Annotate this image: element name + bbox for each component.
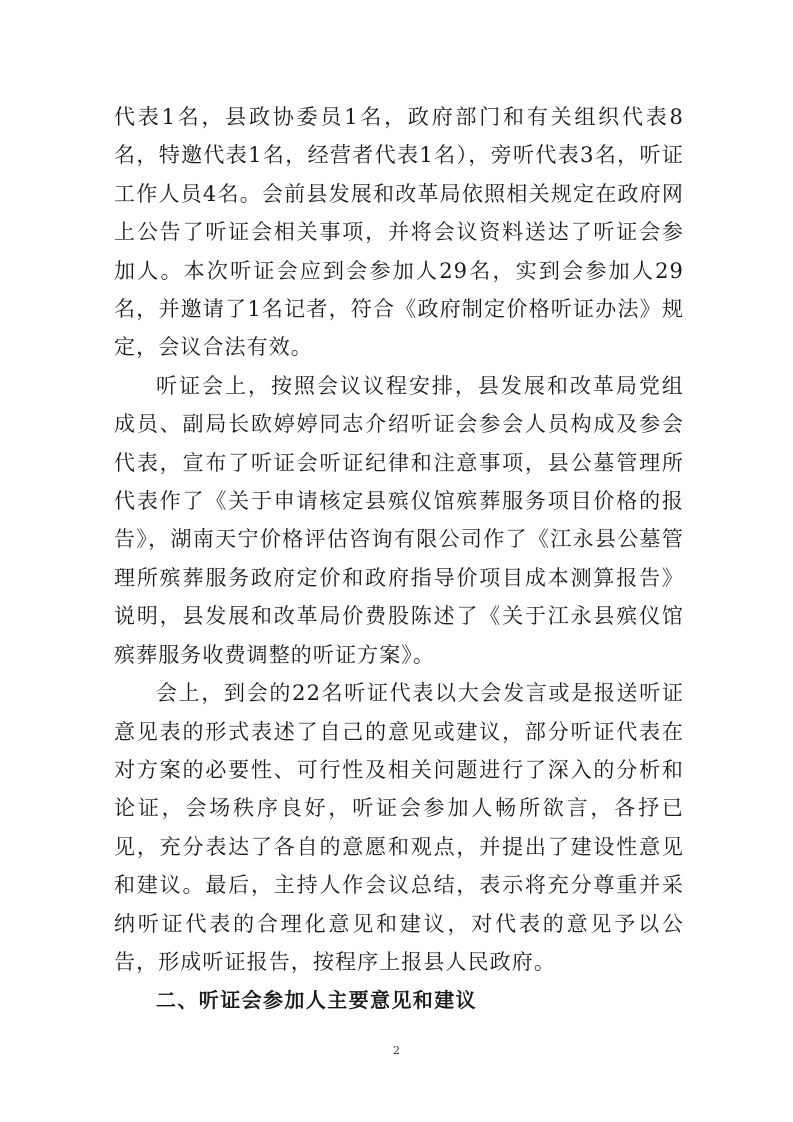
paragraph-hearing-proceedings: 听证会上，按照会议议程安排，县发展和改革局党组成员、副局长欧婷婷同志介绍听证会参会人员构成及参会代表，宣布了听证会听证纪律和注意事项，县公墓管理所代表作了《关于申请核定县殡仪馆殡葬服务项目价格的报告》，湖南天宁价格评估咨询有限公司作了《江永县公墓管理所殡葬服务政府定价和政府指导价项目成本测算报告》说明，县发展和改革局价费股陈述了《关于江永县殡仪馆殡葬服务收费调整的听证方案》。 bbox=[114, 373, 684, 667]
paragraph-continuation: 代表1名，县政协委员1名，政府部门和有关组织代表8名，特邀代表1名，经营者代表1名），旁听代表3名，听证工作人员4名。会前县发展和改革局依照相关规定在政府网上公告了听证会相关事项，并将会议资料送达了听证会参加人。本次听证会应到会参加人29名，实到会参加人29名，并邀请了1名记者，符合《政府制定价格听证办法》规定，会议合法有效。 bbox=[114, 105, 684, 360]
section-heading: 二、听证会参加人主要意见和建议 bbox=[156, 988, 477, 1013]
paragraph-representative-opinions: 会上，到会的22名听证代表以大会发言或是报送听证意见表的形式表述了自己的意见或建议，部分听证代表在对方案的必要性、可行性及相关问题进行了深入的分析和论证，会场秩序良好，听证会参加人畅所欲言，各抒已见，充分表达了各自的意愿和观点，并提出了建设性意见和建议。最后，主持人作会议总结，表示将充分尊重并采纳听证代表的合理化意见和建议，对代表的意见予以公告，形成听证报告，按程序上报县人民政府。 bbox=[114, 681, 684, 974]
page-number: 2 bbox=[393, 1044, 400, 1057]
document-body bbox=[114, 98, 684, 1020]
